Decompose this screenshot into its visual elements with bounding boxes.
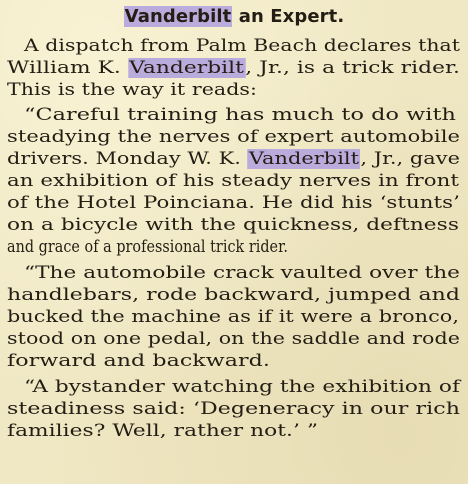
line-text: an exhibition of his steady nerves in front — [7, 171, 459, 191]
article-line — [7, 398, 460, 420]
headline-highlight: Vanderbilt — [124, 6, 232, 27]
article-line — [7, 284, 460, 306]
article-line — [7, 126, 460, 148]
article-line — [7, 79, 257, 101]
article-line — [24, 104, 456, 126]
line-text: “The automobile crack vaulted over the — [24, 263, 460, 283]
line-text: on a bicycle with the quickness, deftness — [7, 215, 459, 235]
headline-rest: an Expert. — [232, 6, 345, 27]
line-text: of the Hotel Poinciana. He did his ‘stunts’ — [7, 193, 460, 213]
line-text: steadying the nerves of expert automobile — [7, 127, 460, 147]
highlighted-name: Vanderbilt — [129, 58, 244, 78]
article-line — [7, 170, 459, 192]
line-text: and grace of a professional trick rider. — [7, 237, 288, 257]
line-text: forward and backward. — [7, 351, 270, 371]
article-line — [24, 376, 460, 398]
line-text: William K. — [7, 58, 128, 78]
line-text: families? Well, rather not.’ ” — [7, 421, 318, 441]
article-line — [7, 350, 270, 372]
highlighted-name: Vanderbilt — [248, 149, 360, 169]
line-text: , Jr., gave — [360, 149, 460, 169]
article-line — [7, 214, 459, 236]
line-text: A dispatch from Palm Beach declares that — [24, 36, 460, 56]
line-text: stood on one pedal, on the saddle and rode — [7, 329, 461, 349]
line-text: This is the way it reads: — [7, 80, 257, 100]
article-line — [7, 328, 460, 350]
article-line — [7, 192, 460, 214]
article-line — [24, 35, 460, 57]
article-line — [7, 420, 318, 442]
article-line — [7, 306, 459, 328]
line-text: handlebars, rode backward, jumped and — [7, 285, 460, 305]
headline — [0, 6, 468, 28]
line-text: drivers. Monday W. K. — [7, 149, 248, 169]
article-line — [7, 148, 460, 170]
line-text: “A bystander watching the exhibition of — [24, 377, 460, 397]
line-text: bucked the machine as if it were a bronco, — [7, 307, 459, 327]
line-text: “Careful training has much to do with — [24, 105, 457, 125]
article-line — [7, 236, 288, 258]
article-line — [7, 57, 460, 79]
line-text: , Jr., is a trick rider. — [245, 58, 460, 78]
article-line — [24, 262, 460, 284]
line-text: steadiness said: ‘Degeneracy in our rich — [7, 399, 460, 419]
